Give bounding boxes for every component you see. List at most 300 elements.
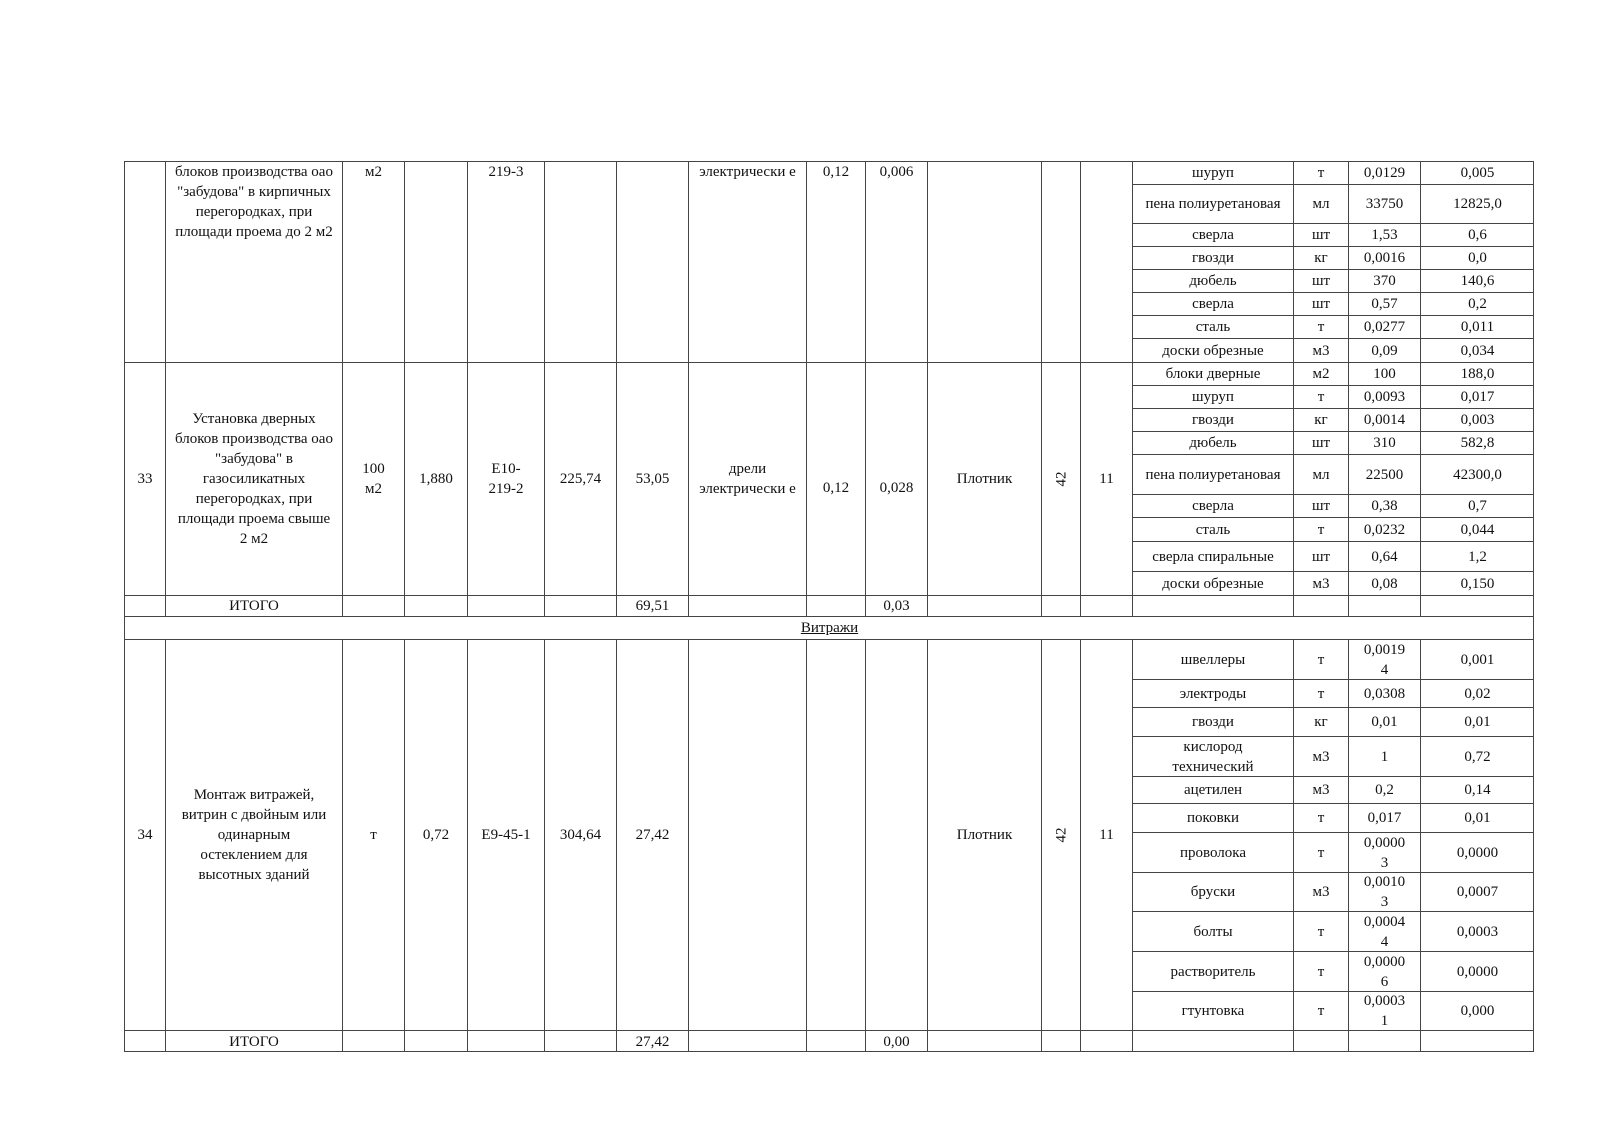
row32-material-total (1420, 292, 1534, 315)
row34-material-name (1132, 911, 1293, 951)
row33-material-norm-text: 0,08 (1371, 575, 1398, 592)
row33-material-name (1132, 385, 1293, 408)
row34-material-norm-text: 0,0010 3 (1363, 874, 1406, 910)
row34-material-total (1420, 776, 1534, 803)
row33-mach-total-text: 0,028 (879, 480, 914, 496)
row34-material-name (1132, 736, 1293, 776)
total1-mach (865, 595, 927, 616)
row32-material-norm (1348, 338, 1420, 362)
row33-material-norm (1348, 517, 1420, 541)
row34-mach-total (865, 639, 927, 1030)
row32-material-unit-text: т (1317, 319, 1325, 335)
row33-code (467, 362, 544, 595)
row34-material-total (1420, 832, 1534, 872)
row33-norm-text: 225,74 (559, 471, 602, 487)
row32-material-norm-text: 33750 (1365, 196, 1404, 212)
row34-material-norm (1348, 911, 1420, 951)
row32-code (467, 161, 544, 362)
row33-material-total-text: 0,7 (1468, 498, 1487, 514)
row34-code-text: Е9-45-1 (481, 827, 531, 843)
row34-material-name-text: электроды (1179, 685, 1247, 702)
row33-material-total-text: 1,2 (1468, 548, 1487, 565)
total1-empty (342, 595, 404, 616)
row34-material-total (1420, 707, 1534, 736)
row34-material-unit (1293, 679, 1348, 707)
row33-material-unit (1293, 571, 1348, 595)
row33-mach-norm (806, 362, 865, 595)
row33-material-norm (1348, 571, 1420, 595)
row32-qty (404, 161, 467, 362)
row34-material-unit-text: т (1317, 963, 1325, 980)
row34-material-name-text: растворитель (1170, 963, 1256, 980)
row34-material-unit (1293, 707, 1348, 736)
row34-material-unit-text: м3 (1312, 782, 1330, 798)
row32-material-total (1420, 161, 1534, 184)
row34-material-unit-text: т (1317, 810, 1325, 826)
row34-material-total-text: 0,0007 (1456, 884, 1499, 900)
total2-empty (544, 1030, 616, 1052)
row33-profession (927, 362, 1041, 595)
row34-qty-text: 0,72 (422, 827, 450, 843)
row34-material-unit (1293, 911, 1348, 951)
row34-material-norm-text: 0,0308 (1363, 685, 1406, 702)
row33-mach-total (865, 362, 927, 595)
row33-material-norm (1348, 385, 1420, 408)
row33-material-unit (1293, 385, 1348, 408)
row33-norm (544, 362, 616, 595)
total2-empty (927, 1030, 1041, 1052)
row34-material-norm-text: 0,0003 1 (1363, 993, 1406, 1029)
row33-name-text: Установка дверных блоков производства оао "забудова" в газосиликатных перегородках, при площади проема свыше 2 м2 (175, 411, 333, 547)
row32-material-norm (1348, 269, 1420, 292)
row34-material-unit-text: т (1317, 651, 1325, 668)
row33-material-name (1132, 362, 1293, 385)
row34-code (467, 639, 544, 1030)
row32-material-norm (1348, 292, 1420, 315)
row34-material-name-text: проволока (1179, 844, 1246, 861)
total2-num (124, 1030, 165, 1052)
row33-material-total-text: 42300,0 (1453, 466, 1502, 483)
row34-material-norm (1348, 803, 1420, 832)
row33-material-norm-text: 22500 (1365, 466, 1404, 483)
row33-material-norm (1348, 431, 1420, 454)
row34-material-total-text: 0,14 (1464, 782, 1491, 798)
row32-unit-text: м2 (365, 164, 382, 180)
row33-material-name (1132, 431, 1293, 454)
row32-material-total (1420, 246, 1534, 269)
row33-material-name (1132, 408, 1293, 431)
row32-material-unit-text: шт (1311, 273, 1331, 289)
row34-qty (404, 639, 467, 1030)
row32-material-norm (1348, 223, 1420, 246)
row32-material-unit-text: шт (1311, 296, 1331, 312)
row32-material-total (1420, 315, 1534, 338)
row34-crew (1080, 639, 1132, 1030)
row32-machine (688, 161, 806, 362)
row33-material-total-text: 188,0 (1460, 366, 1495, 382)
row32-material-unit (1293, 161, 1348, 184)
row32-material-unit-text: кг (1314, 250, 1328, 266)
row33-material-name-text: пена полиуретановая (1145, 466, 1281, 483)
row32-mach-total (865, 161, 927, 362)
row32-material-name (1132, 315, 1293, 338)
row34-material-norm (1348, 991, 1420, 1030)
row34-material-unit (1293, 872, 1348, 911)
row33-material-name-text: шуруп (1192, 389, 1234, 405)
row34-material-total (1420, 639, 1534, 679)
total1-empty (927, 595, 1041, 616)
row32-code-text: 219-3 (488, 164, 524, 180)
row32-material-norm (1348, 161, 1420, 184)
row32-material-unit-text: т (1317, 165, 1325, 181)
row34-unit-text: т (370, 827, 377, 843)
row32-norm (544, 161, 616, 362)
row33-material-unit (1293, 517, 1348, 541)
row34-material-norm (1348, 707, 1420, 736)
row34-material-name (1132, 832, 1293, 872)
total2-empty (688, 1030, 806, 1052)
row34-grade (1041, 639, 1080, 1030)
total1-label-text: ИТОГО (229, 598, 279, 614)
row32-material-total-text: 0,011 (1460, 319, 1495, 335)
total1-empty (688, 595, 806, 616)
total2-empty (1132, 1030, 1293, 1052)
total1-empty (806, 595, 865, 616)
row34-material-name (1132, 803, 1293, 832)
row32-unit (342, 161, 404, 362)
total2-mach (865, 1030, 927, 1052)
row33-material-unit-text: шт (1311, 548, 1331, 565)
total2-label-text: ИТОГО (229, 1033, 279, 1050)
row32-material-total-text: 0,6 (1468, 227, 1487, 243)
row32-material-norm (1348, 246, 1420, 269)
row34-grade-text: 42 (1053, 827, 1069, 843)
total2-empty (404, 1030, 467, 1052)
row34-machine (688, 639, 806, 1030)
row33-material-name-text: блоки дверные (1165, 366, 1261, 382)
row33-material-unit-text: т (1317, 521, 1325, 538)
row34-material-norm-text: 0,017 (1367, 810, 1402, 826)
row34-material-name (1132, 679, 1293, 707)
row34-material-norm (1348, 951, 1420, 991)
row33-material-unit (1293, 454, 1348, 494)
row34-material-name (1132, 707, 1293, 736)
row33-material-unit-text: т (1317, 389, 1325, 405)
row32-material-name (1132, 184, 1293, 223)
row34-material-unit-text: т (1317, 923, 1325, 940)
row33-material-norm (1348, 408, 1420, 431)
row34-material-norm-text: 0,2 (1375, 782, 1394, 798)
total2-labor-text: 27,42 (635, 1033, 670, 1050)
row33-grade (1041, 362, 1080, 595)
row34-material-total (1420, 679, 1534, 707)
row32-material-total (1420, 269, 1534, 292)
row33-crew (1080, 362, 1132, 595)
row34-material-unit-text: т (1317, 1003, 1325, 1019)
row34-material-unit (1293, 803, 1348, 832)
row33-material-norm-text: 100 (1373, 366, 1396, 382)
total1-empty (1080, 595, 1132, 616)
row33-material-total-text: 582,8 (1460, 435, 1495, 451)
works-table (124, 161, 1534, 1078)
row32-material-total-text: 140,6 (1460, 273, 1495, 289)
row32-material-name-text: дюбель (1189, 273, 1237, 289)
row32-material-name-text: сталь (1195, 319, 1231, 335)
row32-material-norm (1348, 184, 1420, 223)
table-right-border (1533, 161, 1534, 1052)
row34-norm-text: 304,64 (559, 827, 602, 843)
total2-label (165, 1030, 342, 1052)
row34-num-text: 34 (137, 827, 153, 843)
row33-material-total-text: 0,150 (1460, 575, 1495, 592)
total2-labor (616, 1030, 688, 1052)
row33-material-norm-text: 0,38 (1371, 498, 1398, 514)
row32-labor (616, 161, 688, 362)
row34-name-text: Монтаж витражей, витрин с двойным или одинарным остеклением для высотных зданий (181, 787, 327, 883)
row34-material-total-text: 0,72 (1464, 748, 1491, 765)
row33-material-unit-text: м3 (1312, 575, 1330, 592)
row32-material-norm-text: 370 (1373, 273, 1396, 289)
total2-empty (1348, 1030, 1420, 1052)
row34-material-unit-text: м3 (1312, 884, 1330, 900)
total1-empty (467, 595, 544, 616)
row32-material-total-text: 0,2 (1468, 296, 1487, 312)
total2-mach-text: 0,00 (883, 1033, 910, 1050)
row33-machine (688, 362, 806, 595)
total2-empty (342, 1030, 404, 1052)
row32-material-unit-text: шт (1311, 227, 1331, 243)
total2-empty (1041, 1030, 1080, 1052)
row34-material-total-text: 0,001 (1460, 651, 1495, 668)
row34-unit (342, 639, 404, 1030)
row33-material-unit (1293, 494, 1348, 517)
row33-material-norm-text: 0,0014 (1363, 412, 1406, 428)
row33-material-total (1420, 494, 1534, 517)
row33-unit (342, 362, 404, 595)
row33-material-name (1132, 454, 1293, 494)
row33-material-total (1420, 454, 1534, 494)
row32-material-norm-text: 0,57 (1371, 296, 1398, 312)
row32-material-unit (1293, 223, 1348, 246)
row33-material-total-text: 0,003 (1460, 412, 1495, 428)
total2-empty (1080, 1030, 1132, 1052)
row33-material-name-text: сверла (1192, 498, 1234, 514)
row34-material-unit (1293, 951, 1348, 991)
row32-mach-norm (806, 161, 865, 362)
row32-material-total (1420, 338, 1534, 362)
row34-material-unit (1293, 776, 1348, 803)
row32-material-total-text: 0,0 (1468, 250, 1487, 266)
row32-profession (927, 161, 1041, 362)
row32-material-name (1132, 338, 1293, 362)
row34-material-unit-text: кг (1314, 714, 1328, 730)
row34-material-total-text: 0,000 (1460, 1003, 1495, 1019)
total2-empty (1420, 1030, 1534, 1052)
row32-material-name-text: доски обрезные (1162, 342, 1264, 359)
row34-material-total (1420, 991, 1534, 1030)
row33-material-unit (1293, 541, 1348, 571)
row33-material-name (1132, 494, 1293, 517)
row32-material-norm-text: 0,0277 (1363, 319, 1406, 335)
row34-material-total (1420, 736, 1534, 776)
row34-material-norm-text: 0,0019 4 (1363, 641, 1406, 678)
row34-material-total-text: 0,01 (1464, 714, 1491, 730)
row33-mach-norm-text: 0,12 (822, 480, 850, 496)
row34-material-norm (1348, 736, 1420, 776)
row34-material-unit-text: м3 (1312, 748, 1330, 765)
row33-material-unit-text: шт (1311, 498, 1331, 514)
row32-mach-norm-text: 0,12 (822, 164, 850, 180)
row33-qty-text: 1,880 (419, 471, 453, 487)
row33-material-total (1420, 408, 1534, 431)
row33-material-norm-text: 0,0093 (1363, 389, 1406, 405)
row34-material-total (1420, 872, 1534, 911)
table-bottom-border (124, 1051, 1534, 1052)
row34-material-total-text: 0,01 (1464, 810, 1491, 826)
row34-material-norm (1348, 639, 1420, 679)
row32-mach-total-text: 0,006 (879, 164, 914, 180)
row33-material-name (1132, 571, 1293, 595)
row32-material-unit (1293, 292, 1348, 315)
row34-material-name (1132, 776, 1293, 803)
row33-material-total (1420, 362, 1534, 385)
row34-material-name-text: кислород технический (1172, 738, 1254, 775)
row34-material-unit (1293, 736, 1348, 776)
row32-material-norm (1348, 315, 1420, 338)
row32-material-unit (1293, 246, 1348, 269)
row32-material-total-text: 0,034 (1460, 342, 1495, 359)
row34-material-name (1132, 991, 1293, 1030)
row34-material-unit (1293, 639, 1348, 679)
row33-material-unit-text: кг (1314, 412, 1328, 428)
row32-material-name (1132, 246, 1293, 269)
row33-material-total (1420, 571, 1534, 595)
row33-material-norm (1348, 454, 1420, 494)
row32-name (165, 161, 342, 362)
row33-machine-text: дрели электрически е (699, 461, 796, 497)
row32-material-name-text: сверла (1192, 227, 1234, 243)
row33-material-total (1420, 385, 1534, 408)
row34-material-norm-text: 0,01 (1371, 714, 1398, 730)
row33-material-total-text: 0,017 (1460, 389, 1495, 405)
row33-material-norm-text: 310 (1373, 435, 1396, 451)
row34-material-norm (1348, 832, 1420, 872)
row34-material-unit-text: т (1317, 685, 1325, 702)
row32-material-unit (1293, 184, 1348, 223)
row33-material-norm-text: 0,0232 (1363, 521, 1406, 538)
row34-num (124, 639, 165, 1030)
row33-material-norm (1348, 362, 1420, 385)
row34-material-total-text: 0,0003 (1456, 923, 1499, 940)
row32-material-name (1132, 292, 1293, 315)
row33-material-unit-text: м2 (1312, 366, 1330, 382)
row33-num-text: 33 (137, 471, 153, 487)
total1-labor (616, 595, 688, 616)
row32-material-unit (1293, 338, 1348, 362)
row34-material-name-text: гвозди (1192, 714, 1234, 730)
row32-grade (1041, 161, 1080, 362)
row34-crew-text: 11 (1099, 827, 1114, 843)
row34-labor (616, 639, 688, 1030)
row32-material-name-text: шуруп (1192, 165, 1234, 181)
row32-material-unit-text: м3 (1312, 342, 1330, 359)
total1-labor-text: 69,51 (635, 598, 670, 614)
row33-material-total (1420, 517, 1534, 541)
row34-material-total (1420, 951, 1534, 991)
row34-material-name (1132, 872, 1293, 911)
row33-material-name-text: гвозди (1192, 412, 1234, 428)
row32-material-name-text: сверла (1192, 296, 1234, 312)
row34-material-norm (1348, 679, 1420, 707)
row34-norm (544, 639, 616, 1030)
row32-num-cell (124, 161, 165, 362)
row33-crew-text: 11 (1099, 471, 1114, 487)
row33-grade-text: 42 (1053, 471, 1069, 487)
row32-material-unit-text: мл (1312, 196, 1330, 212)
total2-empty (1293, 1030, 1348, 1052)
total1-label (165, 595, 342, 616)
row34-material-norm (1348, 776, 1420, 803)
row33-unit-text: 100 м2 (362, 461, 385, 497)
row33-material-unit (1293, 362, 1348, 385)
total1-empty (1293, 595, 1348, 616)
row34-profession-text: Плотник (956, 827, 1013, 843)
row34-material-name (1132, 951, 1293, 991)
total2-empty (467, 1030, 544, 1052)
row34-name (165, 639, 342, 1030)
row32-material-norm-text: 0,0129 (1363, 165, 1406, 181)
row34-material-unit (1293, 991, 1348, 1030)
row34-labor-text: 27,42 (635, 827, 670, 843)
row33-qty (404, 362, 467, 595)
row33-material-total (1420, 541, 1534, 571)
row32-material-name (1132, 223, 1293, 246)
row33-material-name-text: сверла спиральные (1152, 548, 1274, 565)
row33-material-name-text: дюбель (1189, 435, 1237, 451)
section-title-vitrazhi (124, 616, 1534, 639)
row32-material-total-text: 0,005 (1460, 165, 1495, 181)
row34-material-name-text: ацетилен (1183, 782, 1243, 798)
row34-material-unit-text: т (1317, 844, 1325, 861)
total1-empty (544, 595, 616, 616)
row33-material-unit-text: шт (1311, 435, 1331, 451)
total1-empty (1348, 595, 1420, 616)
row33-labor-text: 53,05 (635, 471, 670, 487)
row32-material-norm-text: 1,53 (1371, 227, 1398, 243)
row34-material-total (1420, 911, 1534, 951)
row33-material-total-text: 0,044 (1460, 521, 1495, 538)
row34-mach-norm (806, 639, 865, 1030)
total2-empty (806, 1030, 865, 1052)
row33-labor (616, 362, 688, 595)
row34-profession (927, 639, 1041, 1030)
total1-empty (1132, 595, 1293, 616)
row34-material-norm-text: 0,0000 6 (1363, 953, 1406, 990)
row33-code-text: Е10- 219-2 (488, 461, 524, 497)
row33-material-name (1132, 517, 1293, 541)
row33-profession-text: Плотник (956, 471, 1013, 487)
row33-material-norm (1348, 494, 1420, 517)
row32-material-norm-text: 0,0016 (1363, 250, 1406, 266)
row34-material-norm-text: 1 (1380, 748, 1389, 765)
row34-material-total-text: 0,02 (1464, 685, 1491, 702)
row32-crew (1080, 161, 1132, 362)
row34-material-total-text: 0,0000 (1456, 844, 1499, 861)
row34-material-name-text: болты (1193, 923, 1233, 940)
total1-empty (1420, 595, 1534, 616)
row32-material-name-text: гвозди (1192, 250, 1234, 266)
row33-material-name-text: доски обрезные (1162, 575, 1264, 592)
